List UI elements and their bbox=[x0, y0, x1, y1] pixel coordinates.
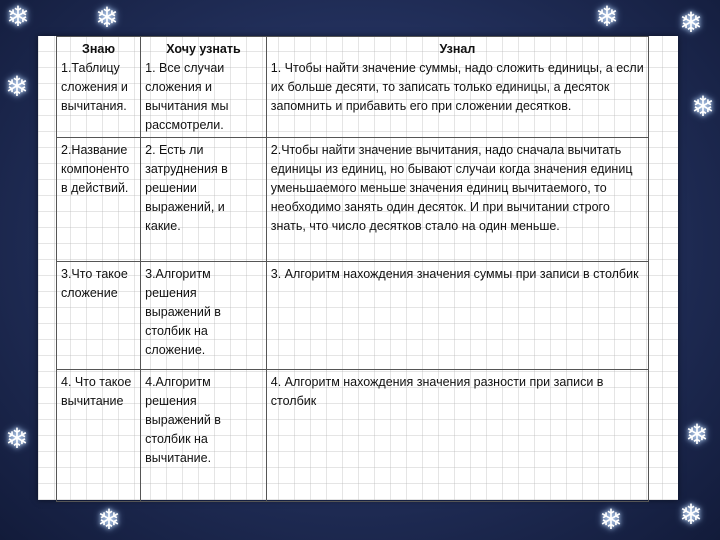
snowflake-icon: ❄ bbox=[691, 90, 715, 123]
table-cell bbox=[141, 370, 267, 502]
column-header-learned: Узнал bbox=[439, 42, 476, 56]
table-row bbox=[57, 37, 649, 138]
cell-text: 4. Алгоритм нахождения значения разности при записи в столбик bbox=[270, 375, 604, 408]
cell-text: 1. Все случаи сложения и вычитания мы рассмотрели. bbox=[145, 61, 229, 132]
cell-text: 2.Название компоненто в действий. bbox=[61, 143, 130, 195]
table-cell bbox=[266, 37, 648, 138]
table-cell bbox=[266, 138, 648, 262]
table-cell bbox=[266, 262, 648, 370]
cell-text: 4. Что такое вычитание bbox=[61, 375, 132, 408]
column-header-know: Знаю bbox=[82, 42, 116, 56]
slide-page bbox=[38, 36, 678, 500]
cell-text: 1. Чтобы найти значение суммы, надо сложить единицы, а если их больше десяти, то записать только единицы, а десяток запомнить и прибавить его при сложении десятков. bbox=[270, 61, 644, 113]
cell-text: 2.Чтобы найти значение вычитания, надо сначала вычитать единицы из единиц, но бывают случаи когда значения единиц уменьшаемого меньше значения единиц вычитаемого, то необходимо занять один десяток. И при вычитании строго знать, что число десятков стало на один меньше. bbox=[270, 143, 633, 233]
snowflake-icon: ❄ bbox=[97, 503, 121, 536]
table-cell bbox=[266, 370, 648, 502]
snowflake-icon: ❄ bbox=[5, 70, 29, 103]
snowflake-icon: ❄ bbox=[679, 6, 703, 39]
table-cell bbox=[57, 370, 141, 502]
table-cell bbox=[141, 37, 267, 138]
snowflake-icon: ❄ bbox=[5, 422, 29, 455]
table-cell bbox=[57, 262, 141, 370]
table-row bbox=[57, 138, 649, 262]
snowflake-icon: ❄ bbox=[599, 503, 623, 536]
cell-text: 3.Что такое сложение bbox=[61, 267, 128, 300]
cell-text: 3.Алгоритм решения выражений в столбик на сложение. bbox=[145, 267, 221, 357]
cell-text: 3. Алгоритм нахождения значения суммы при записи в столбик bbox=[270, 267, 639, 281]
table-cell bbox=[141, 262, 267, 370]
kwl-table bbox=[56, 36, 649, 502]
table-cell bbox=[57, 138, 141, 262]
cell-text: 1.Таблицу сложения и вычитания. bbox=[61, 61, 128, 113]
column-header-want: Хочу узнать bbox=[166, 42, 241, 56]
table-row bbox=[57, 262, 649, 370]
snowflake-icon: ❄ bbox=[595, 0, 619, 33]
snowflake-icon: ❄ bbox=[95, 1, 119, 34]
snowflake-icon: ❄ bbox=[6, 0, 30, 33]
snowflake-icon: ❄ bbox=[685, 418, 709, 451]
cell-text: 2. Есть ли затруднения в решении выражений, и какие. bbox=[145, 143, 228, 233]
snowflake-icon: ❄ bbox=[679, 498, 703, 531]
table-cell bbox=[141, 138, 267, 262]
table-cell bbox=[57, 37, 141, 138]
cell-text: 4.Алгоритм решения выражений в столбик на вычитание. bbox=[145, 375, 221, 465]
table-row bbox=[57, 370, 649, 502]
